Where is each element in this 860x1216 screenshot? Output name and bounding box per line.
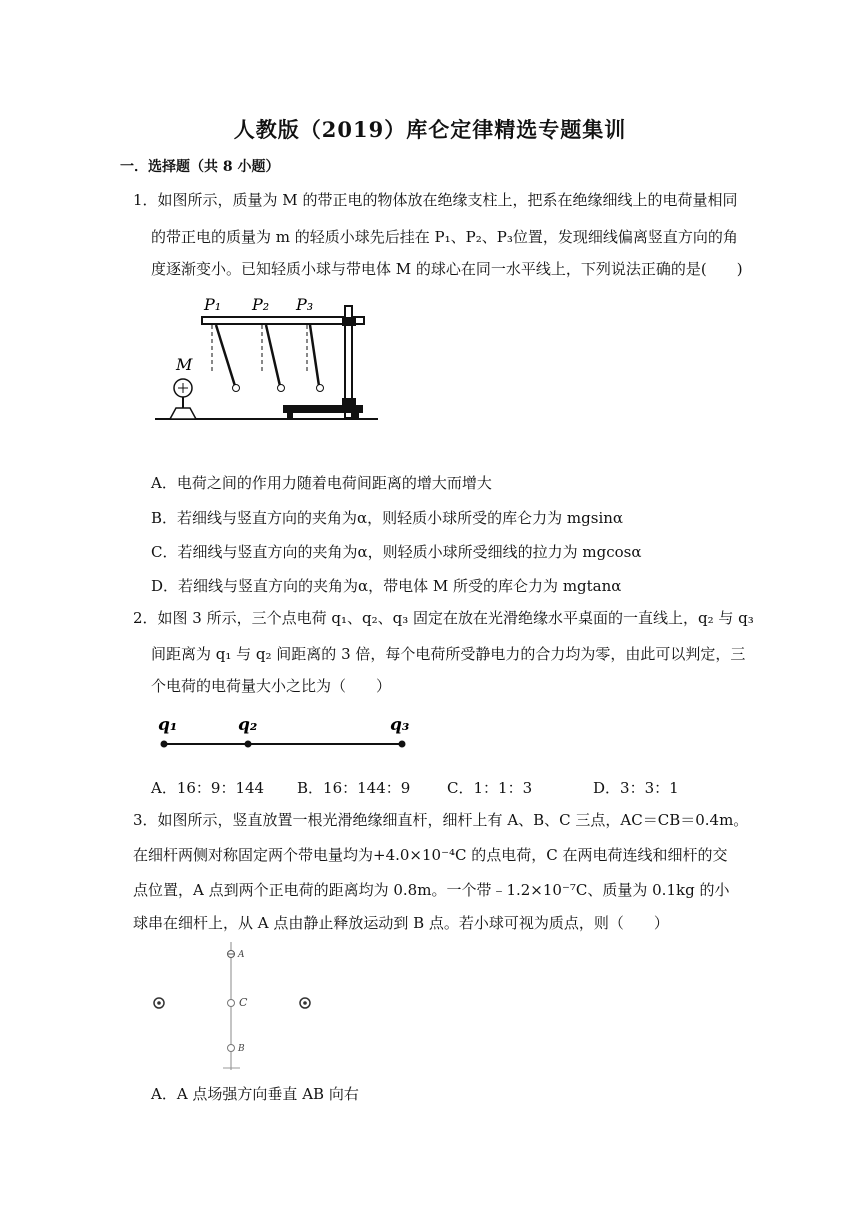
point-b: [228, 1045, 235, 1052]
ball-p1: [233, 385, 240, 392]
q1-line-2: 的带正电的质量为 m 的轻质小球先后挂在 P₁、P₂、P₃位置，发现细线偏离竖直方向的角: [151, 228, 738, 246]
q2-option-a: A．16：9：144: [151, 779, 265, 797]
point-c: [228, 1000, 235, 1007]
charge-q2: [245, 741, 252, 748]
stand-base: [283, 405, 363, 413]
q1-line-1: 1．如图所示，质量为 M 的带正电的物体放在绝缘支柱上，把系在绝缘细线上的电荷量相同: [133, 191, 738, 209]
q1-figure-pendulum: [150, 290, 380, 430]
q3-line-2: 在细杆两侧对称固定两个带电量均为+4.0×10⁻⁴C 的点电荷，C 在两电荷连线和细杆的交: [133, 846, 728, 864]
label-q1: q₁: [158, 715, 178, 735]
q1-option-b: B．若细线与竖直方向的夹角为α，则轻质小球所受的库仑力为 mgsinα: [151, 509, 624, 527]
label-m: M: [176, 355, 193, 374]
q2-line-2: 间距离为 q₁ 与 q₂ 间距离的 3 倍，每个电荷所受静电力的合力均为零，由此可以判定，三: [151, 645, 746, 663]
label-p1: P₁: [204, 295, 222, 314]
label-b: B: [238, 1044, 245, 1054]
q1-option-c: C．若细线与竖直方向的夹角为α，则轻质小球所受细线的拉力为 mgcosα: [151, 543, 642, 561]
label-p3: P₃: [296, 295, 314, 314]
label-q3: q₃: [390, 715, 410, 735]
label-c: C: [239, 996, 248, 1009]
page-title: 人教版（2019）库仑定律精选专题集训: [233, 117, 627, 142]
q2-line-3: 个电荷的电荷量大小之比为（ ）: [151, 677, 392, 695]
ball-p3: [317, 385, 324, 392]
q3-option-a: A．A 点场强方向垂直 AB 向右: [151, 1085, 359, 1103]
q1-option-d: D．若细线与竖直方向的夹角为α，带电体 M 所受的库仑力为 mgtanα: [151, 577, 622, 595]
support-bar: [202, 317, 364, 324]
label-p2: P₂: [252, 295, 270, 314]
charge-q1: [161, 741, 168, 748]
q2-figure-charges-line: [150, 708, 420, 758]
charge-q3: [399, 741, 406, 748]
label-a: A: [238, 950, 245, 960]
label-q2: q₂: [238, 715, 258, 735]
q3-figure-rod: [145, 940, 325, 1075]
q3-line-4: 球串在细杆上，从 A 点由静止释放运动到 B 点。若小球可视为质点，则（ ）: [133, 914, 669, 932]
ball-p2: [278, 385, 285, 392]
q1-option-a: A．电荷之间的作用力随着电荷间距离的增大而增大: [151, 474, 492, 492]
q2-option-b: B．16：144：9: [297, 779, 411, 797]
section-heading: 一．选择题（共 8 小题）: [120, 159, 280, 175]
q3-line-1: 3．如图所示，竖直放置一根光滑绝缘细直杆，细杆上有 A、B、C 三点，AC＝CB＝0.4m。: [133, 811, 749, 829]
q2-option-c: C．1：1：3: [447, 779, 533, 797]
q1-line-3: 度逐渐变小。已知轻质小球与带电体 M 的球心在同一水平线上，下列说法正确的是( ): [151, 260, 743, 278]
q2-line-1: 2．如图 3 所示，三个点电荷 q₁、q₂、q₃ 固定在放在光滑绝缘水平桌面的一直线上，q₂ 与 q₃: [133, 609, 754, 627]
q3-line-3: 点位置，A 点到两个正电荷的距离均为 0.8m。一个带﹣1.2×10⁻⁷C、质量为 0.1kg 的小: [133, 881, 730, 899]
q2-option-d: D．3：3：1: [593, 779, 679, 797]
